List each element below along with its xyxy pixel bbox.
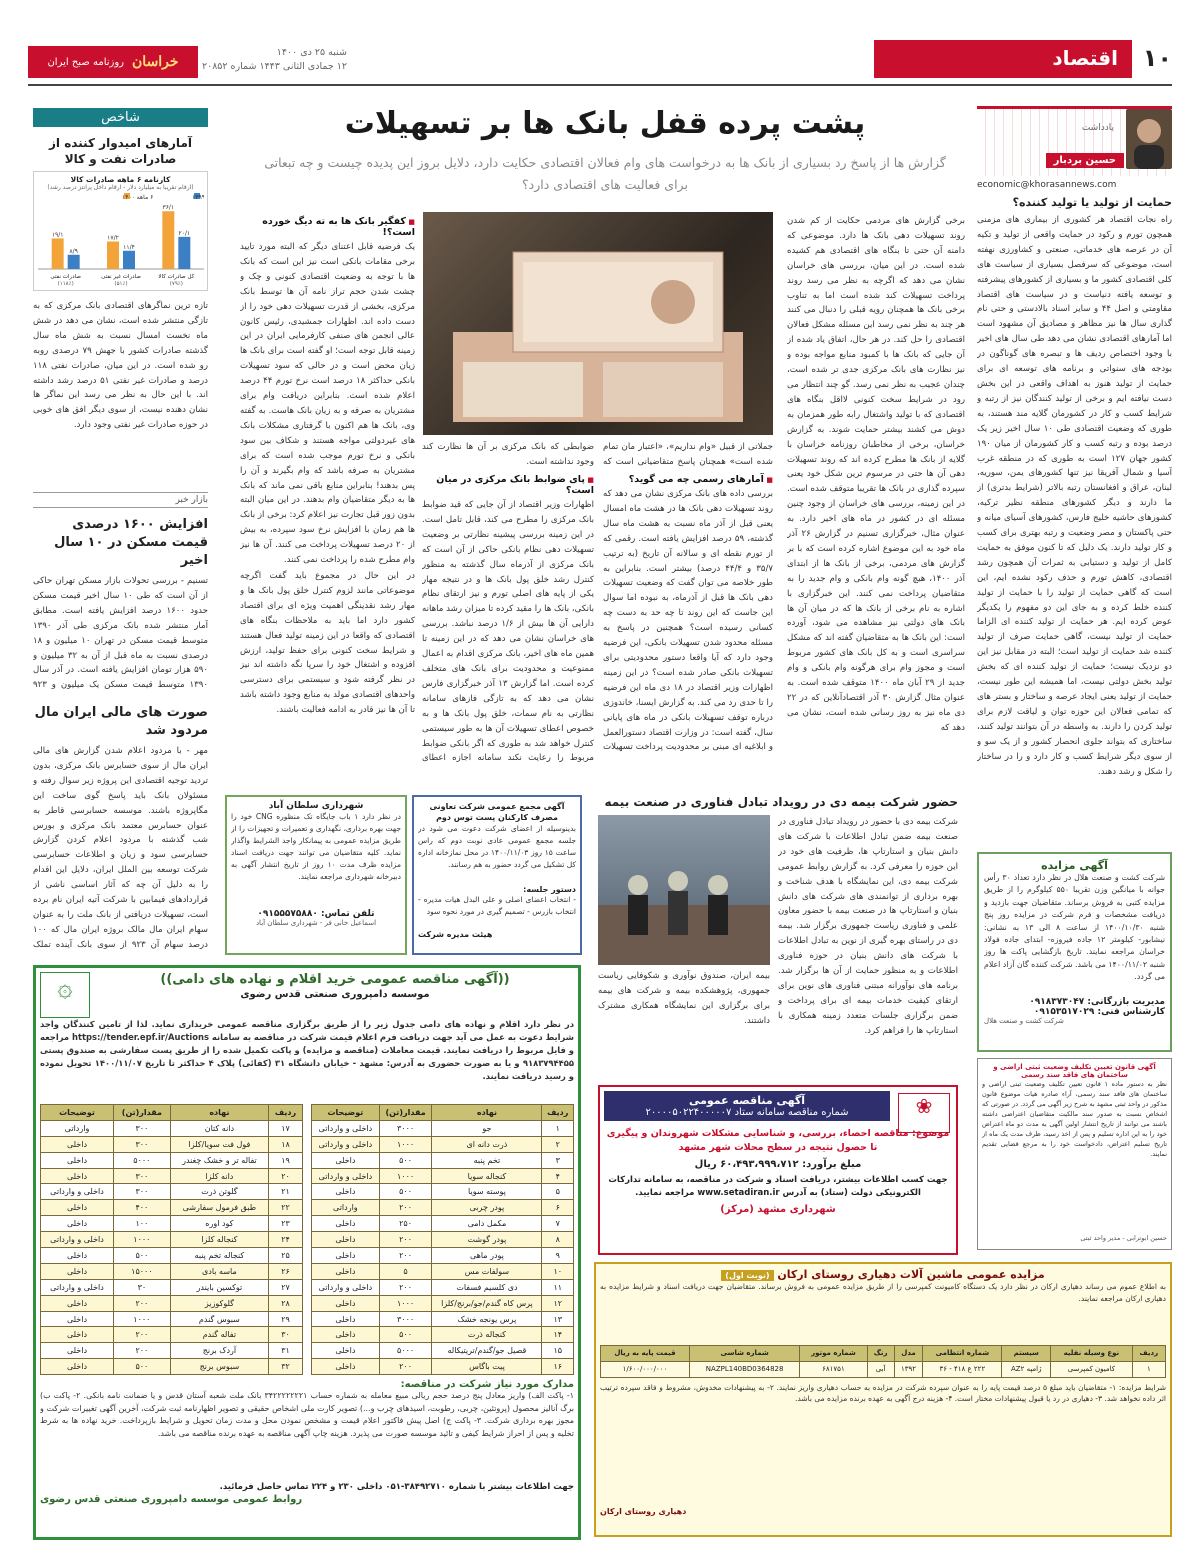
section-title: اقتصاد (874, 40, 1132, 78)
table-cell: ۲۸ (269, 1295, 303, 1311)
table-cell: گلوتن ذرت (170, 1184, 268, 1200)
table-cell: ۲۳ (269, 1216, 303, 1232)
mazayede-title: آگهی مزایده (1041, 859, 1108, 872)
table-cell: ۱۰۰۰ (113, 1232, 170, 1248)
table-cell: کود اوره (170, 1216, 268, 1232)
bimeh-title: حضور شرکت بیمه دی در رویداد تبادل فناوری در صنعت بیمه (604, 795, 958, 809)
table-header-cell: توضیحات (312, 1105, 380, 1121)
table-cell: دانه کلزا (170, 1168, 268, 1184)
table-cell: توکسین بایندر (170, 1279, 268, 1295)
table-cell: ۱۳ (542, 1311, 574, 1327)
table-cell: ۴ (542, 1168, 574, 1184)
table-header-cell: توضیحات (41, 1105, 114, 1121)
table-cell: ۳۰۰ (113, 1168, 170, 1184)
table-row (41, 1248, 303, 1264)
data-label: ۲۰/۱ (178, 229, 191, 237)
table-cell: ۵۰۰ (379, 1152, 432, 1168)
table-cell: ۲۲۲ ع ۴۱۸ - ۳۶ (923, 1361, 1002, 1377)
table-row (41, 1200, 303, 1216)
legend-label: ۱۳۹۹ (192, 194, 204, 201)
note-body: راه نجات اقتصاد هر کشوری از بیماری های مزمنی همچون تورم و رکود در حمایت واقعی از تولید و تکیه آن در عرصه های خدماتی، صنعتی و کشاورزی نهفته است، موضوعی که سرفصل بسیاری از سیاست های کلی اقتصادی کشور ما و بسیاری از کشورهای پیشرفته و توسعه یافته دنیاست و در سیاست های اقتصاد مقاومتی و اصل ۴۴ و سایر اسناد بالادستی و حتی نام گذاری سال ها نیز مظاهر و مصادیق آن مشهود است اما آمارهای اقتصادی نشان می دهد طی سال های اخیر با وجود اختصاص ردیف ها و تبصره های گوناگون در بودجه های سنواتی و برنامه های توسعه ای برای حمایت از تولید هنوز به اهداف واقعی در این بخش دست نیافته ایم و برخی از تولید کنندگان نیز از رتبه و شرایط کسب و کار در کشورمان گلایه مند هستند، به طوری که وضعیت اقتصادی طی ۱۰ سال اخیر زیر یک درصد بوده و رتبه کسب و کار کشورمان از میان ۱۹۰ کشور جهان ۱۲۷ است به طوری که در منطقه غرب آسیا و شمال آفریقا نیز تنها کشورهای یمن، سوریه، لبنان، عراق و افغانستان رتبه بالاتر (شرایط بدتری) از ما دارند و دیگر کشورهای منطقه نظیر ترکیه، کشورهای حاشیه خلیج فارس، کشورهای آسیای میانه و حتی پاکستان و مصر وضعیت و رتبه بهتری برای کسب و کار تولید دارند. یک دلیل که تا کنون موفق به حمایت کامل از تولید و دستیابی به ثمرات آن همچون رشد اقتصادی، کاهش تورم و حذف رکود نشده ایم، این است که گاهی حمایت از تولید را با حمایت از تولید کننده خلط کرده و به جای این دو مفهوم را یکدیگر عوض کرده ایم. هر حمایت از تولید کننده ای الزاما حمایت از تولید نیست، گاهی حمایت صرف از تولید کننده شد حمایت از تولید است؛ البته در مقابل نیز این دو نزدیک نیست؛ حمایت از تولید کننده ای که بخش تولید بخش دولتی نیست، اما همیشه این طور نیست، حمایت از تولید یعنی ایجاد عرصه و ساختار و بستر های که تمامی فعالان این حوزه توان و لیاقت لازم برای تولید کردن را دارند. به واسطه در آن بتوانند تولید کنند، ساختاری که بتواند جلوی انحصار کشور و از یک سو و از سوی دیگر شرایط کسب و کار دارد و را در ساختار را شکل و رشد دهند. (977, 215, 1172, 777)
banknotes-image-icon (423, 212, 773, 435)
bimeh-event-photo (598, 815, 770, 965)
table-cell: ۲۵ (269, 1248, 303, 1264)
article-column-3: ضوابطی که بانک مرکزی بر آن ها نظارت کند وجود نداشته است. ■ پای ضوابط بانک مرکزی در میان است؟ اظهارات وزیر اقتصاد از آن جایی که قید ضوابط بانک مرکزی را مطرح می کند، قابل تامل است. در این زمینه بررسی پیشینه نظارتی بر وضعیت تسهیلات دهی نظام بانکی حاکی از آن است که بانک مرکزی از آذرماه سال گذشته به منظور کنترل رشد خلق پول بانک ها و در نتیجه مهار یکی از پایه های اصلی تورم و نیز ارتقای نظام بانکی، بانک ها را مقید کرده تا میزان رشد ماهانه دارایی آن ها بیش از ۱/۶ درصد نباشد. بررسی های خراسان نشان می دهد که در این زمینه تا همین ماه های اخیر، بانک مرکزی اقدام به اعمال ممنوعیت و محدودیت برای بانک های متخلف کرده است. اما گزارش ۱۳ آذر خبرگزاری فارس نشان می دهد که به تازگی فازهای سامانه نظارتی به نام سمات، خلق پول بانک ها و به خصوص اعطای تسهیلات آن ها به طور سیستمی کنترل خواهد شد به طوری که اگر بانکی ضوابط مربوط را رعایت نکند سامانه اجازه اعطای (422, 440, 594, 760)
table-cell: ۵۰۰ (113, 1248, 170, 1264)
table-row (41, 1327, 303, 1343)
table-cell: وارداتی (312, 1200, 380, 1216)
table-cell: ۳۰۰ (113, 1120, 170, 1136)
bar (68, 255, 80, 269)
table-header-cell: ردیف (542, 1105, 574, 1121)
qods-table-1 (311, 1104, 574, 1375)
table-cell: داخلی (312, 1327, 380, 1343)
table-header-cell: قیمت پایه به ریال (601, 1346, 690, 1362)
table-cell: داخلی و وارداتی (312, 1279, 380, 1295)
monaqese-info[interactable]: جهت کسب اطلاعات بیشتر، دریافت اسناد و شرکت در مناقصه، به سامانه تدارکات الکترونیکی دولت (ستاد) به آدرس www.setadiran.ir مراجعه نمایید. (608, 1175, 948, 1198)
table-cell: ۶ (542, 1200, 574, 1216)
table-row (312, 1327, 574, 1343)
table-cell: داخلی و وارداتی (312, 1168, 380, 1184)
table-cell: داخلی (41, 1216, 114, 1232)
table-cell: ۲۹ (269, 1311, 303, 1327)
bar (52, 238, 64, 269)
table-cell: ۵۰۰ (113, 1359, 170, 1375)
table-cell: ۱۰۰ (113, 1216, 170, 1232)
table-cell: سولفات مس (432, 1263, 542, 1279)
people-photo-icon (598, 815, 770, 965)
table-cell: ۵ (542, 1184, 574, 1200)
bimeh-caption: بیمه ایران، صندوق نوآوری و شکوفایی ریاست جمهوری، پژوهشکده بیمه و شرکت های بیمه برای برگزاری این نمایشگاه همکاری مشترک داشتند. (598, 971, 770, 1026)
table-cell: داخلی (41, 1248, 114, 1264)
table-cell: ۲۰۰ (379, 1359, 432, 1375)
table-cell: مکمل دامی (432, 1216, 542, 1232)
table-cell: ۲۶ (269, 1263, 303, 1279)
table-cell: تفاله تر و خشک چغندر (170, 1152, 268, 1168)
table-cell: داخلی و وارداتی (41, 1232, 114, 1248)
date-line: شنبه ۲۵ دی ۱۴۰۰ ۱۲ جمادی الثانی ۱۴۴۳ شماره ۲۰۸۵۲ (202, 47, 347, 72)
table-cell: ۱۴ (542, 1327, 574, 1343)
qods-table-2 (40, 1104, 303, 1375)
table-cell: دی کلسیم فسفات (432, 1279, 542, 1295)
table-row (41, 1184, 303, 1200)
table-row (41, 1152, 303, 1168)
sultanabad-title: شهرداری سلطان آباد (268, 801, 364, 811)
table-cell: ۵۰۰۰ (113, 1152, 170, 1168)
table-cell: کنجاله سویا (432, 1168, 542, 1184)
table-cell: پرس کاه گندم/جو/برنج/کلزا (432, 1295, 542, 1311)
table-cell: ماسه بادی (170, 1263, 268, 1279)
table-row (312, 1248, 574, 1264)
page-number: ۱۰ (1142, 44, 1172, 72)
table-cell: سبوس برنج (170, 1359, 268, 1375)
table-cell: گلوکوزیز (170, 1295, 268, 1311)
table-row (41, 1216, 303, 1232)
bar (178, 237, 190, 269)
chart-title: کارنامه ۶ ماهه صادرات کالا (70, 175, 171, 184)
table-cell: داخلی (41, 1152, 114, 1168)
table-cell: فول فت سویا/کلزا (170, 1136, 268, 1152)
table-cell: ۲۰۰ (379, 1232, 432, 1248)
table-cell: سبوس گندم (170, 1311, 268, 1327)
table-row (41, 1120, 303, 1136)
subhead-official-stats: ■ آمارهای رسمی چه می گوید؟ (603, 474, 773, 485)
main-headline: پشت پرده قفل بانک ها بر تسهیلات (344, 106, 866, 141)
banknotes-photo (423, 212, 773, 435)
table-cell: ۳۰ (269, 1327, 303, 1343)
table-row (312, 1136, 574, 1152)
table-row (41, 1343, 303, 1359)
table-cell: ۱۰ (542, 1263, 574, 1279)
table-cell: ۳۲ (269, 1359, 303, 1375)
bar (162, 211, 174, 269)
article-column-1: برخی گزارش های مردمی حکایت از کم شدن روند تسهیلات دهی بانک ها دارد. موضوعی که دامنه آن حتی تا بنگاه های اقتصادی هم کشیده شده است. در این میان، بررسی های خراسان نشان می دهد که اگرچه به نظر می رسد روند پرداخت تسهیلات کند شده است اما به تناوب برخی بانک ها همچنان رویه قبلی را دنبال می کنند هر چند به نظر نمی رسد این مسئله مشکل فعالان اقتصادی را حل کند. در هر حال، اتفاق یاد شده از آن جایی که بانک ها با کمبود منابع مواجه بوده و نیز نظارت های بانک مرکزی جدی تر شده است، چندان عجیب به نظر نمی رسد. گو چند انتظار می رود در شرایط سخت کنونی لااقل بنگاه های اقتصادی که با تولید واشتغال رابه طور همزمان به دوش می کشند بیشتر حمایت شوند. به گزارش خراسان، برخی از مخاطبان روزنامه خراسان با گلایه از بانک ها مطرح کرده اند که روند تسهیلات دهی آن ها حتی در مرسوم ترین شکل خود یعنی سپرده گذاری در بانک ها تقریبا متوقف شده است. در این زمینه، بررسی های خراسان از وجود چنین مسئله ای در کشور در ماه های اخیر دارد. به عنوان مثال، خبرگزاری تسنیم در گزارش ۲۶ آذر ماه خود به این موضوع اشاره کرده است که با بر گزارش های مردمی، برخی از بانک ها از ابتدای آذر ۱۴۰۰، هیچ گونه وام بانکی و وام جدید را به متقاضیان پرداخت نمی کنند. این خبرگزاری با اشاره به نام برخی از بانک ها که در میان آن ها بانک های دولتی نیز مشاهده می شود، آورده است: این بانک ها به متقاضیان گفته اند که مشکل سراسری است و به کل بانک های کشور مربوط است و مجوز وام برای هرگونه وام بانکی و وام جدید از ۲۹ آبان ماه ۱۴۰۰ متوقف شده است. به عنوان مثال گزارش ۳۰ آذر اقتصادآنلاین که در ۲۲ دی ماه نیز به روز رسانی شده است، نشان می دهد که (787, 216, 965, 733)
table-row (312, 1263, 574, 1279)
table-cell: داخلی (41, 1136, 114, 1152)
table-cell: آردک برنج (170, 1343, 268, 1359)
bazar-label: بازار خبر (33, 492, 208, 508)
export-chart-svg (38, 191, 204, 287)
table-cell: ۱۷ (269, 1120, 303, 1136)
bazar-title: افزایش ۱۶۰۰ درصدی قیمت مسکن در ۱۰ سال اخیر (54, 517, 208, 568)
table-cell: طبق فرمول سفارشی (170, 1200, 268, 1216)
article-column-4: ■ کفگیر بانک ها به ته دیگ خورده است؟! یک فرضیه قابل اعتنای دیگر که البته مورد تایید برخی مقامات بانکی است نیز این است که بانک ها با توجه به وضعیت اقتصادی کنونی و چک و چشت شدن حجم تراز نامه آن ها توسط بانک مرکزی، بخشی از قدرت تسهیلات دهی خود را از دست داده اند. اظهارات جمشیدی، رئیس کانون عالی انجمن های صنفی کارفرمایی ایران در این زمینه قابل توجه است؛ او گفته است برای بانک ها زیان محض است و در حالی که سود تسهیلات بانکی حداکثر ۱۸ درصد است نرخ تورم ۴۴ درصد اعلام شده است. بنابراین دریافت وام برای مشتریان به صرفه و به زیان بانک هاست. به گفته وی، بانک ها هم اکنون با گرفتاری مشکلات بانک های غیردولتی مواجه هستند و شکاف بین سود بانکی و نرخ تورم موجب شده است که برای مشتریان به صرفه باشد که وام بگیرند و آن را پس بدهند! بنابراین منابع باقی نمی ماند که بانک ها به دیگر متقاضیان وام بدهند. در این میان البته بدون زور قبل تجارت نیز اعلام کرد: برخی از بانک ها هم زمان با افزایش نرخ سود سپرده، به بیش از ۲۰ درصد تسهیلات پرداخت می کنند. آن ها نیز وام مطرح شده را پرداخت نمی کنند. در این حال در مجموع باید گفت اگرچه موضوعاتی مانند لزوم کنترل خلق پول بانک ها و مهار رشد نقدینگی اهمیت ویژه ای برای اقتصاد کشور دارد اما باید به ملاحظات بنگاه های اقتصادی که واقعا در این زمینه تولید فعال هستند و شرایط سخت کنونی برای حفظ تولید، ارزش افزوده و اشتغال خود را سرپا نگه داشته اند نیز در نظر گرفته شود و سیستمی برای دسترسی واحدهای اقتصادی مولد به منابع وجود داشته باشد تا آن ها نیز قادر به ادامه فعالیت باشند. (240, 212, 415, 760)
mazayede-phone-2[interactable]: کارشناس فنی: ۰۹۱۵۳۵۱۷۰۲۹ (1033, 1007, 1165, 1017)
table-cell: ۳۰۰ (113, 1184, 170, 1200)
bimeh-body: شرکت بیمه دی با حضور در رویداد تبادل فناوری در صنعت بیمه ضمن تبادل اطلاعات با شرکت های دانش بنیان و استارتاپ ها، ظرفیت های خود در این حوزه را معرفی کرد. به گزارش روابط عمومی شرکت بیمه دی، این نمایشگاه با هدف شناخت و بهره برداری از توانمندی های شرکت های دانش بنیان و استارتاپ ها در صنعت بیمه با حضور معاون علمی و فناوری ریاست جمهوری برگزار شد. بیمه دی در راستای بهره گیری از نوین به تبادل اطلاعات با شرکت های دانش بنیان در حوزه فناوری اطلاعات و به منظور حمایت از آن ها برگزار شد. برنامه های نوآورانه مبتنی فناوری های نوین برای ارتقای کیفیت خدمات بیمه ای برای پرداخت و ضمن برگزاری جلسات متعدد زمینه همکاری با استارتاپ ها را فراهم کرد. (778, 817, 958, 1036)
table-cell: تفاله گندم (170, 1327, 268, 1343)
subhead-banks-empty: ■ کفگیر بانک ها به ته دیگ خورده است؟! (240, 216, 415, 238)
table-header-cell: نوع وسیله نقلیه (1051, 1346, 1132, 1362)
qods-title: ((آگهی مناقصه عمومی خرید اقلام و نهاده های دامی)) (160, 972, 510, 987)
table-header-cell: شماره شاسی (689, 1346, 799, 1362)
table-cell: پودر چربی (432, 1200, 542, 1216)
author-avatar (1126, 109, 1172, 169)
table-cell: ۱۰۰۰ (379, 1168, 432, 1184)
table-header-cell: نهاده (170, 1105, 268, 1121)
table-cell: ۱/۶۰۰/۰۰۰/۰۰۰ (601, 1361, 690, 1377)
shakhes-box (33, 108, 208, 478)
table-cell: ۱۵۰۰۰ (113, 1263, 170, 1279)
table-cell: داخلی (312, 1343, 380, 1359)
table-cell: ژامپه AZ۲ (1002, 1361, 1051, 1377)
table-cell: ۱۲ (542, 1295, 574, 1311)
qods-intro: در نظر دارد اقلام و نهاده های دامی جدول زیر را از طریق برگزاری مناقصه عمومی خریداری نماید. لذا از تامین کنندگان واجد شرایط دعوت به عمل می آید جهت دریافت فرم اعلام قیمت شرکت در مناقصه به سامانه https://tender.epf.ir/Auctions مراجعه و فایل مربوط را دریافت نمایند. قیمت معاملات (مناقصه و مزایده) و پاکت تکمیل شده را از طریق پست سفارشی به صندوق پستی ۹۱۸۳۷۹۴۴۵۵ و یا به صورت حضوری به آدرس: مشهد - خیابان دانشگاه ۳۱ (کفائی) پلاک ۴ حداکثر تا تاریخ ۱۴۰۰/۱۱/۰۷ تحویل نموده و رسید دریافت نمایند. (40, 1019, 574, 1081)
table-cell: پودر ماهی (432, 1248, 542, 1264)
qods-contact[interactable]: جهت اطلاعات بیشتر با شماره ۳۸۴۹۲۷۱۰-۰۵۱ داخلی ۲۳۰ و ۲۲۴ تماس حاصل فرمائید. (219, 1482, 574, 1493)
table-cell: پوسته سویا (432, 1184, 542, 1200)
table-cell: داخلی (312, 1184, 380, 1200)
table-cell: داخلی (41, 1327, 114, 1343)
table-cell: ۲۱ (269, 1184, 303, 1200)
mali-body: مهر - با مردود اعلام شدن گزارش های مالی ایران مال از سوی حسابرس بانک مرکزی، بدون تردید توجیه اقتصادی این پروژه زیر سوال رفته و مسئولان بانک باید پاسخ گوی ساخت این مگاپروژه باشند. موسسه حسابرسی قاطر به عنوان حسابرس معتمد بانک مرکزی و بورس شب گذشته با مردود اعلام کردن گزارش حسابرسی سود و زیان و اطلاعات حسابرسی شرکت توسعه بین الملل ایران، دلایل این اقدام را به دلیل آن چه که آثار اساسی ناشی از قراردادهای فیمابین با شرکت آتیه ایران نام برده است، تسهیلات دریافتی از بانک ملت را به عنوان سهام ایران مال مالک بروژه ایران مال که ۱۰۰ درصد سهام آن ۹۲۳ از سوی بانک آینده تملک (33, 746, 208, 950)
table-cell: داخلی (41, 1343, 114, 1359)
table-row (312, 1343, 574, 1359)
table-cell: ۱۰۰۰ (379, 1136, 432, 1152)
table-cell: داخلی (312, 1295, 380, 1311)
table-cell: ۲۴ (269, 1232, 303, 1248)
mali-title: صورت های مالی ایران مال مردود شد (34, 705, 208, 738)
table-cell: ۱۰۰۰ (379, 1295, 432, 1311)
table-cell: کنجاله تخم پنبه (170, 1248, 268, 1264)
table-cell: داخلی (312, 1359, 380, 1375)
table-cell: ۴۰۰ (113, 1200, 170, 1216)
bimeh-article (598, 795, 958, 1075)
taavoni-title: آگهی مجمع عمومی شرکت تعاونی مصرف کارکنان پست توس دوم (429, 802, 565, 822)
table-cell: ۱۳۹۲ (894, 1361, 923, 1377)
table-row (41, 1359, 303, 1375)
table-row (312, 1279, 574, 1295)
shakhes-label: شاخص (33, 108, 208, 127)
ad-monaqese: آگهی مناقصه عمومی شماره مناقصه سامانه ستاد ۲۰۰۰۰۵۰۲۲۴۰۰۰۰۰۷ ❀ موضوع: مناقصه احصاء، بررسی، و شناسایی مشکلات شهروندان و پیگیری تا حصول نتیجه در سطح محلات شهر مشهد مبلغ برآورد: ۶۰،۴۹۳،۹۹۹،۷۱۲ ریال جهت کسب اطلاعات بیشتر، دریافت اسناد و شرکت در مناقصه، به سامانه تدارکات الکترونیکی دولت (ستاد) به آدرس www.setadiran.ir مراجعه نمایید. شهرداری مشهد (مرکز) (598, 1085, 958, 1255)
ad-taavoni: آگهی مجمع عمومی شرکت تعاونی مصرف کارکنان پست توس دوم بدینوسیله از اعضای شرکت دعوت می شود در جلسه مجمع عمومی عادی نوبت دوم که راس ساعت ۱۵ روز ۱۴۰۰/۱۱/۰۳ در محل نمازخانه اداره کل تشکیل می گردد حضور به هم رسانند. دستور جلسه: - انتخاب اعضای اصلی و علی البدل هیات مدیره - انتخاب بازرس - تصمیم گیری در مورد نحوه سود هیئت مدیره شرکت (412, 795, 582, 955)
mazayede-phone-1[interactable]: مدیریت بازرگانی: ۰۹۱۸۳۷۳۰۴۷ (1029, 997, 1165, 1007)
table-cell: ۲۰۰ (113, 1327, 170, 1343)
table-cell: ۳ (542, 1152, 574, 1168)
page-header (28, 40, 1172, 86)
note-title: حمایت از تولید یا تولید کننده؟ (1012, 196, 1172, 209)
monaqese-budget: مبلغ برآورد: ۶۰،۴۹۳،۹۹۹،۷۱۲ ریال (694, 1159, 862, 1170)
table-cell: ۵۰۰ (379, 1184, 432, 1200)
table-cell: پودر گوشت (432, 1232, 542, 1248)
table-row (41, 1263, 303, 1279)
table-cell: ۳۰۰۰ (379, 1120, 432, 1136)
growth-label: (۵۱٪) (114, 281, 128, 287)
main-lede: گزارش ها از پاسخ رد بسیاری از بانک ها به درخواست های وام فعالان اقتصادی حکایت دارد، دلایل بروز این پدیده چیست و چه تبعاتی برای فعالیت های اقتصادی دارد؟ (264, 155, 946, 192)
sultanabad-phone[interactable]: تلفن تماس: ۰۹۱۵۵۵۷۵۸۸۰ (257, 909, 375, 919)
newspaper-logo[interactable]: خراسان روزنامه صبح ایران (28, 46, 198, 78)
table-cell: ۱۱ (542, 1279, 574, 1295)
chart-subtitle: (ارقام تقریبا به میلیارد دلار - ارقام داخل پرانتز درصد رشد) (47, 184, 194, 191)
table-header-cell: شماره انتظامی (923, 1346, 1002, 1362)
table-cell: ۱۶ (542, 1359, 574, 1375)
table-cell: داخلی (41, 1168, 114, 1184)
table-cell: داخلی و وارداتی (312, 1136, 380, 1152)
table-header-cell: مدل (894, 1346, 923, 1362)
bar (107, 241, 119, 269)
table-cell: داخلی (41, 1200, 114, 1216)
growth-label: (۷۹٪) (169, 281, 183, 287)
table-cell: ۱۰۰۰ (113, 1311, 170, 1327)
table-cell: داخلی (312, 1263, 380, 1279)
ad-qods: ((آگهی مناقصه عمومی خرید اقلام و نهاده های دامی)) موسسه دامپروری صنعتی قدس رضوی ۞ در نظر دارد اقلام و نهاده های دامی جدول زیر را از طریق برگزاری مناقصه عمومی خریداری نماید. لذا از تامین کنندگان واجد شرایط دعوت به عمل می آید جهت دریافت فرم اعلام قیمت شرکت در مناقصه به سامانه https://tender.epf.ir/Auctions مراجعه و فایل مربوط را دریافت نمایند. قیمت معاملات (مناقصه و مزایده) و پاکت تکمیل شده را از طریق پست سفارشی به صندوق پستی ۹۱۸۳۷۹۴۴۵۵ و یا به صورت حضوری به آدرس: مشهد - خیابان دانشگاه ۳۱ (کفائی) پلاک ۴ حداکثر تا تاریخ ۱۴۰۰/۱۱/۰۷ تحویل نموده و رسید دریافت نمایند. ردیف نهاده مقدار(تن) توضیحات ۱ جو ۳۰۰۰ داخلی و وارداتی ۲ ذرت دانه ای ۱۰۰۰ داخلی و وارداتی ۳ تخم پنبه ۵۰۰ داخلی ۴ کنجاله سویا ۱۰۰۰ داخلی و وارداتی ۵ پوسته سویا ۵۰۰ داخلی ۶ پودر چربی ۲۰۰ وارداتی ۷ مکمل دامی ۲۵۰ داخلی ۸ پودر گوشت ۲۰۰ داخلی ۹ پودر ماهی ۲۰۰ داخلی ۱۰ سولفات مس ۵ داخلی ۱۱ دی کلسیم فسفات ۲۰۰ داخلی و وارداتی ۱۲ پرس کاه گندم/جو/برنج/کلزا ۱۰۰۰ داخلی ۱۳ پرس یونجه خشک ۳۰۰۰ داخلی ۱۴ کنجاله ذرت ۵۰۰ داخلی ۱۵ قصیل جو/گندم/تریتیکاله ۵۰۰۰ داخلی ۱۶ پیت باگاس ۲۰۰ داخلی ردیف نهاده مقدار(تن) توضیحات ۱۷ دانه کتان ۳۰۰ وارداتی ۱۸ فول فت سویا/کلزا ۳۰۰ داخلی ۱۹ تفاله تر و خشک چغندر ۵۰۰۰ داخلی ۲۰ دانه کلزا ۳۰۰ داخلی ۲۱ گلوتن ذرت ۳۰۰ داخلی و وارداتی ۲۲ طبق فرمول سفارشی ۴۰۰ داخلی ۲۳ کود اوره ۱۰۰ داخلی ۲۴ کنجاله کلزا ۱۰۰۰ داخلی و وارداتی ۲۵ کنجاله تخم پنبه ۵۰۰ داخلی ۲۶ ماسه بادی ۱۵۰۰۰ داخلی ۲۷ توکسین بایندر ۳۰ داخلی و وارداتی ۲۸ گلوکوزیز ۲۰۰ داخلی ۲۹ سبوس گندم ۱۰۰۰ داخلی ۳۰ تفاله گندم ۲۰۰ داخلی ۳۱ آردک برنج ۲۰۰ داخلی ۳۲ سبوس برنج ۵۰۰ داخلی مدارک مورد نیاز شرکت در مناقصه: ۱- پاکت الف) واریز معادل پنج درصد حجم ریالی مبیع معامله به شماره حساب ۳۴۲۲۲۲۲۲۲۱ بانک ملت شعبه آستان قدس و یا ضمانت نامه بانکی. ۲- پاکت ب) برگ آنالیز محصول (پروتئین، چربی، رطوبت، اسیدهای چرب و...) تصویر کارت ملی اشخاص حقیقی و تصویر اظهارنامه ثبت شرکت، آخرین آگهی تغییرات شرکت و مجوز بهره برداری شرکت. ۳- پاکت ج) اصل پیش فاکتور اعلام قیمت و مشخص نمودن محل و مدت زمان تحویل و شرایط بازپرداخت. خرید نهاده ها به شرط تخلیه و پس از احراز شرایط کیفی و تائید موسسه صورت می پذیرد. هزینه چاپ آگهی مناقصه به عهده برنده مناقصه می باشد. جهت اطلاعات بیشتر با شماره ۳۸۴۹۲۷۱۰-۰۵۱ داخلی ۲۳۰ و ۲۲۴ تماس حاصل فرمائید. روابط عمومی موسسه دامپروری صنعتی قدس رضوی (33, 965, 581, 1540)
table-row (312, 1168, 574, 1184)
table-cell: داخلی و وارداتی (41, 1279, 114, 1295)
table-cell: داخلی (41, 1295, 114, 1311)
ad-sabti: آگهی قانون تعیین تکلیف وضعیت ثبتی اراضی و ساختمان های فاقد سند رسمی نظر به دستور ماده ۱ قانون تعیین تکلیف وضعیت ثبتی اراضی و ساختمان های فاقد سند رسمی، آراء صادره هیات موضوع قانون مذکور در واحد ثبتی مشهد به شرح زیر آگهی می گردد. در صورتی که اشخاص نسبت به صدور سند مالکیت متقاضیان اعتراضی داشته باشند می توانند از تاریخ انتشار اولین آگهی به مدت دو ماه اعتراض خود را به این اداره تسلیم و پس از اخذ رسید، ظرف مدت یک ماه از تاریخ تسلیم اعتراض، دادخواست خود را به مرجع قضایی تقدیم نمایند. حسین ابوترابی - مدیر واحد ثبتی (977, 1058, 1172, 1250)
table-cell: پیت باگاس (432, 1359, 542, 1375)
table-cell: داخلی (312, 1311, 380, 1327)
table-cell: وارداتی (41, 1120, 114, 1136)
table-cell: ۲۰۰ (379, 1200, 432, 1216)
table-row (312, 1295, 574, 1311)
arkan-title: مزایده عمومی ماشین آلات دهیاری روستای ارکان (777, 1268, 1045, 1281)
table-row (41, 1232, 303, 1248)
table-cell: ۲۰۰ (113, 1295, 170, 1311)
table-cell: داخلی و وارداتی (312, 1120, 380, 1136)
author-name: حسین بردبار (1046, 153, 1124, 168)
monaqese-header: آگهی مناقصه عمومی شماره مناقصه سامانه ستاد ۲۰۰۰۰۵۰۲۲۴۰۰۰۰۰۷ (604, 1091, 890, 1121)
tick-label: کل صادرات کالا (158, 274, 195, 280)
author-email[interactable]: economic@khorasannews.com (977, 180, 1117, 190)
table-cell: ۱۸ (269, 1136, 303, 1152)
note-column (977, 106, 1172, 946)
table-cell: ۵ (379, 1263, 432, 1279)
table-cell: داخلی (312, 1152, 380, 1168)
data-label: ۱۷/۲ (107, 234, 119, 242)
tick-label: صادرات نفتی (50, 274, 81, 280)
table-cell: ۷ (542, 1216, 574, 1232)
arkan-table (600, 1345, 1166, 1378)
table-cell: ۲۰۰ (379, 1248, 432, 1264)
monaqese-subject: موضوع: مناقصه احصاء، بررسی، و شناسایی مشکلات شهروندان و پیگیری تا حصول نتیجه در سطح محلات شهر مشهد (606, 1128, 950, 1153)
legend-label: ۶ ماهه ۱۴۰۰ (122, 194, 154, 201)
table-cell: تخم پنبه (432, 1152, 542, 1168)
table-cell: ۳۰ (113, 1279, 170, 1295)
table-cell: ۲۷ (269, 1279, 303, 1295)
shakhes-title: آمارهای امیدوار کننده از صادرات نفت و کالا (49, 136, 192, 166)
table-row (41, 1136, 303, 1152)
table-header-cell: ردیف (1132, 1346, 1165, 1362)
table-cell: قصیل جو/گندم/تریتیکاله (432, 1343, 542, 1359)
bazar-box (33, 492, 208, 954)
qods-logo-icon: ۞ (40, 972, 90, 1018)
table-cell: آبی (867, 1361, 894, 1377)
table-cell: کنجاله کلزا (170, 1232, 268, 1248)
table-header-cell: نهاده (432, 1105, 542, 1121)
ad-mazayede: آگهی مزایده شرکت کشت و صنعت هلال در نظر دارد تعداد ۳۰ رأس جوانه با میانگین وزن تقریبا ۵۵۰ کیلوگرم را از طریق مزایده کتبی به فروش برساند. متقاضیان جهت بازدید و دریافت مشخصات و فرم شرکت در مزایده روز پنج شنبه ۱۴۰۰/۱۰/۳۰ از ساعت ۸ الی ۱۳ به نشانی: نیشابور- کیلومتر ۱۲ جاده فیروزه- ابتدای جاده فولاد خراسان مراجعه نمایند. تاریخ بازگشایی پاکت ها روز شنبه ۱۴۰۰/۱۱/۰۲ می باشد. شرکت کننده گان آزاد اعلام می گردد. مدیریت بازرگانی: ۰۹۱۸۳۷۳۰۴۷ کارشناس فنی: ۰۹۱۵۳۵۱۷۰۲۹ شرکت کشت و صنعت هلال (977, 852, 1172, 1052)
table-cell: ۵۰۰۰ (379, 1343, 432, 1359)
table-header-cell: مقدار(تن) (379, 1105, 432, 1121)
table-cell: ۳۱ (269, 1343, 303, 1359)
table-cell: ۲۰۰ (113, 1343, 170, 1359)
table-row (41, 1168, 303, 1184)
table-cell: کنجاله ذرت (432, 1327, 542, 1343)
tick-label: صادرات غیر نفتی (101, 274, 141, 280)
table-cell: داخلی (41, 1263, 114, 1279)
table-row (312, 1232, 574, 1248)
table-cell: ۲۲ (269, 1200, 303, 1216)
table-header-cell: شماره موتور (800, 1346, 867, 1362)
table-cell: ۶۸۱۷۵۱ (800, 1361, 867, 1377)
table-cell: ۱۹ (269, 1152, 303, 1168)
author-photo-icon (1126, 109, 1172, 169)
export-chart (33, 171, 208, 291)
bazar-body: تسنیم - بررسی تحولات بازار مسکن تهران حاکی از آن است که طی ۱۰ سال اخیر قیمت مسکن حدود ۱۶۰۰ درصد افزایش یافته است. مطابق آمار منتشر شده بانک مرکزی طی آذر ۱۳۹۰ متوسط قیمت مسکن در تهران ۱۰ میلیون و ۱۸ درصدی نسبت به ماه قبل از آن به ۳۲ میلیون و ۵۹۰ هزار تومان افزایش یافته است. در آذر سال ۱۳۹۰ متوسط قیمت مسکن یک میلیون و ۹۲۳ (33, 576, 208, 691)
table-row (312, 1120, 574, 1136)
table-header-cell: سیستم (1002, 1346, 1051, 1362)
table-row (41, 1311, 303, 1327)
data-label: ۱۹/۱ (51, 231, 64, 239)
table-cell: ۳۰۰۰ (379, 1311, 432, 1327)
table-row (312, 1184, 574, 1200)
shakhes-body: تازه ترین نماگرهای اقتصادی بانک مرکزی که به تازگی منتشر شده است، نشان می دهد در شش ماه نخست امسال نسبت به شش ماه سال گذشته صادرات کشور با جهش ۷۹ درصدی روبه رو شده است. در این میان، صادرات نفتی ۱۱۸ درصد و صادرات غیر نفتی ۵۱ درصد رشد داشته اند. با این حال به نظر می رسد این نماگر ها نشان دهنده نیست، از سوی دیگر افق های خوبی در حوزه صادرات غیر نفتی وجود دارد. (33, 301, 208, 431)
table-row (312, 1152, 574, 1168)
table-cell: ۹ (542, 1248, 574, 1264)
ad-sultanabad: شهرداری سلطان آباد در نظر دارد ۱ باب جایگاه تک منظوره CNG خود را جهت بهره برداری، نگهداری و تعمیرات و تجهیزات را از طریق مزایده عمومی به پیمانکار واجد الشرایط واگذار نماید. کلیه متقاضیان می توانند جهت دریافت اسناد مزایده ظرف مدت ۱۰ روز از تاریخ انتشار آگهی به دبیرخانه شهرداری مراجعه نمایند. تلفن تماس: ۰۹۱۵۵۵۷۵۸۸۰ اسماعیل خانی فر - شهرداری سلطان آباد (225, 795, 407, 955)
growth-label: (۱۱۸٪) (57, 281, 74, 287)
ad-arkan: مزایده عمومی ماشین آلات دهیاری روستای ارکان (نوبت اول) به اطلاع عموم می رساند دهیاری ارکان در نظر دارد یک دستگاه کامیونت کمپرسی را از طریق مزایده عمومی به فروش برساند. متقاضیان جهت دریافت اسناد و شرایط مزایده به دهیاری ارکان مراجعه نمایند. ردیف نوع وسیله نقلیه سیستم شماره انتظامی مدل رنگ شماره موتور شماره شاسی قیمت پایه به ریال ۱ کامیون کمپرسی ژامپه AZ۲ ۲۲۲ ع ۴۱۸ - ۳۶ ۱۳۹۲ آبی ۶۸۱۷۵۱ NAZPL140BD0364828 ۱/۶۰۰/۰۰۰/۰۰۰ شرایط مزایده: ۱- متقاضیان باید مبلغ ۵ درصد قیمت پایه را به عنوان سپرده شرکت در مزایده به حساب دهیاری واریز نمایند. ۲- به پیشنهادات مخدوش، مشروط و فاقد سپرده ترتیب اثر داده نخواهد شد. ۳- دهیاری در رد یا قبول پیشنهادات مختار است. ۴- هزینه درج آگهی به عهده برنده مزایده می باشد. دهیاری روستای ارکان (594, 1262, 1172, 1537)
table-cell: دانه کتان (170, 1120, 268, 1136)
table-row (41, 1279, 303, 1295)
table-cell: جو (432, 1120, 542, 1136)
table-cell: ۸ (542, 1232, 574, 1248)
table-row (312, 1311, 574, 1327)
mashhad-logo-icon: ❀ (898, 1093, 950, 1133)
table-cell: پرس یونجه خشک (432, 1311, 542, 1327)
table-cell: داخلی و وارداتی (41, 1184, 114, 1200)
data-label: ۳۶/۱ (162, 204, 175, 212)
table-cell: ۱۵ (542, 1343, 574, 1359)
article-column-2: جملاتی از قبیل «وام نداریم»، «اعتبار مان تمام شده است» همچنان پاسخ متقاضیانی است که ■ آمارهای رسمی چه می گوید؟ بررسی داده های بانک مرکزی نشان می دهد که روند تسهیلات دهی بانک ها در هشت ماه امسال یعنی قبل از آذر ماه نسبت به هشت ماه سال گذشته، ۵۹ درصد افزایش یافته است. رقمی که از تورم نقطه ای و سالانه آن تاریخ (به ترتیب ۳۵/۷ و ۴۴/۴ درصد) بیشتر است. بنابراین به طور خلاصه می توان گفت که وضعیت تسهیلات دهی بانک ها قبل از آذرماه، به نبوده اما سوال این جاست که این روند تا چه حد به دست چه کسانی رسیده است؟ همچنین در پاسخ به مسئله محدود شدن تسهیلات بانکی، این فرضیه وجود دارد که آیا واقعا دستور محدودیتی برای تسهیلات بانکی صادر شده است؟ در این زمینه اظهارات وزیر اقتصاد در ۱۸ دی ماه این فرضیه را تا حدی رد می کند. به گزارش ایسنا، خاندوزی درباره توقف تسهیلات بانکی در ماه های پایانی سال، گفته است: در وزارت اقتصاد دستورالعمل و ابلاغیه ای مبنی بر محدودیت پرداخت تسهیلات (603, 440, 773, 760)
table-cell: ۲۰۰ (379, 1279, 432, 1295)
table-cell: داخلی (312, 1216, 380, 1232)
note-kicker: یادداشت (1081, 123, 1114, 133)
bar (123, 251, 135, 269)
table-row (41, 1295, 303, 1311)
table-cell: داخلی (312, 1232, 380, 1248)
table-header-cell: مقدار(تن) (113, 1105, 170, 1121)
table-cell: داخلی (312, 1248, 380, 1264)
data-label: ۸/۹ (69, 247, 78, 255)
table-cell: ۳۰۰ (113, 1136, 170, 1152)
table-cell: ۱ (1132, 1361, 1165, 1377)
table-cell: ۱ (542, 1120, 574, 1136)
table-cell: ۵۰۰ (379, 1327, 432, 1343)
table-cell: ذرت دانه ای (432, 1136, 542, 1152)
table-row (312, 1200, 574, 1216)
table-header-cell: ردیف (269, 1105, 303, 1121)
table-row (312, 1359, 574, 1375)
table-cell: داخلی (41, 1359, 114, 1375)
table-cell: داخلی (41, 1311, 114, 1327)
table-row (312, 1216, 574, 1232)
table-cell: ۲۵۰ (379, 1216, 432, 1232)
table-header-cell: رنگ (867, 1346, 894, 1362)
table-cell: NAZPL140BD0364828 (689, 1361, 799, 1377)
table-cell: ۲ (542, 1136, 574, 1152)
table-cell: کامیون کمپرسی (1051, 1361, 1132, 1377)
table-cell: ۲۰ (269, 1168, 303, 1184)
subhead-central-bank: ■ پای ضوابط بانک مرکزی در میان است؟ (422, 474, 594, 496)
data-label: ۱۱/۴ (123, 243, 135, 251)
